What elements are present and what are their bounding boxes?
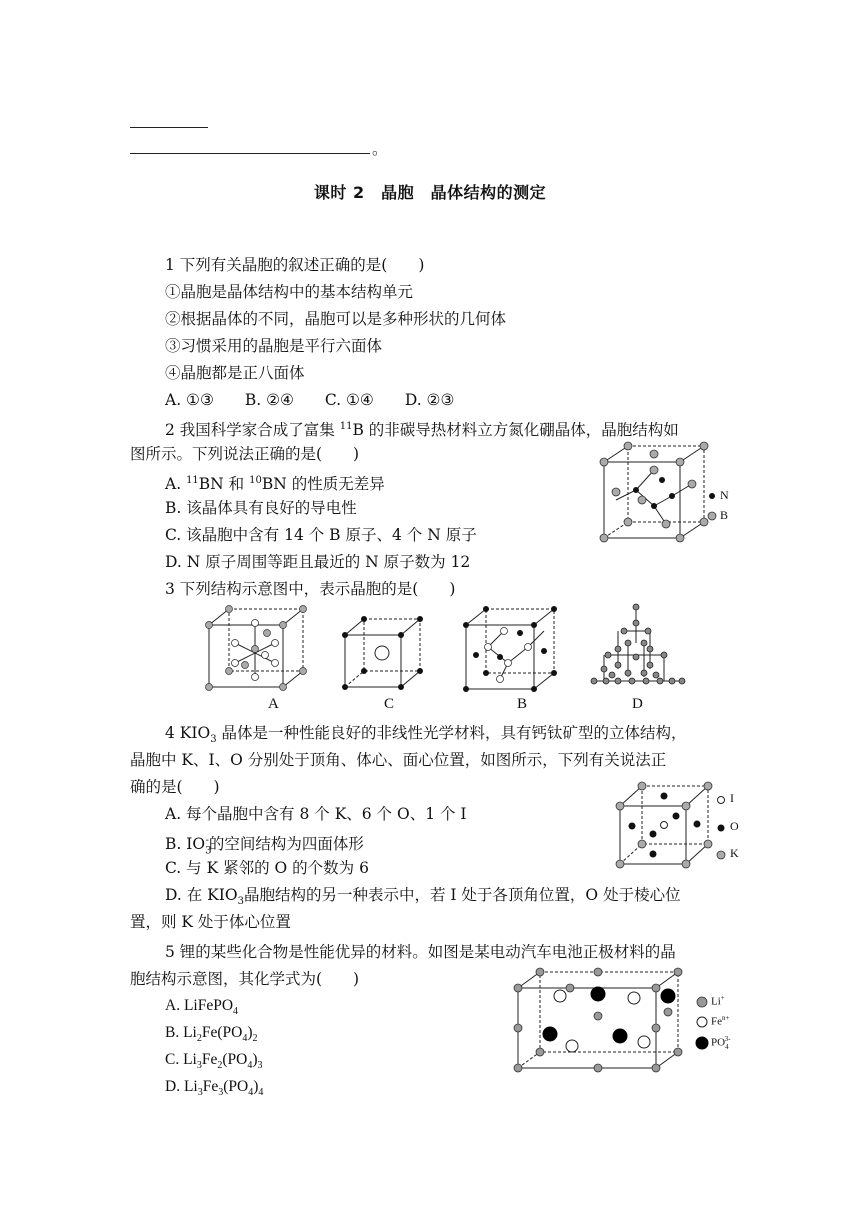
q4-legend-markers	[713, 792, 729, 862]
q1-statement-2: ②根据晶体的不同，晶胞可以是多种形状的几何体	[165, 310, 507, 328]
q2-stem: 2 我国科学家合成了富集 $^{11}$B 的非碳导热材料立方氮化硼晶体，晶胞结构如	[165, 421, 679, 440]
q4-option-a: A. 每个晶胞中含有 8 个 K、6 个 O、1 个 I	[165, 805, 467, 823]
q3-figure-d	[588, 603, 688, 693]
header-tail: 。	[372, 140, 388, 158]
q3-label-a: A	[268, 696, 279, 712]
q5-legend-po4: $PO_4^{3-}$	[711, 1035, 731, 1051]
q5-stem-2: 胞结构示意图，其化学式为( )	[130, 970, 360, 988]
q3-stem: 3 下列结构示意图中，表示晶胞的是( )	[165, 580, 456, 598]
q4-option-c: C. 与 K 紧邻的 O 的个数为 6	[165, 859, 369, 877]
q5-legend-markers	[694, 994, 710, 1054]
q3-figure-c	[340, 613, 430, 693]
answer-blank-line-1	[130, 127, 208, 128]
q5-cathode-cell-figure	[510, 966, 690, 1078]
q1-statement-4: ④晶胞都是正八面体	[165, 364, 305, 382]
q2-option-c: C. 该晶胞中含有 14 个 B 原子、4 个 N 原子	[165, 526, 477, 544]
q4-stem-3: 确的是( )	[130, 778, 220, 796]
q2-stem-2: 图所示。下列说法正确的是( )	[130, 445, 360, 463]
q3-label-d: D	[632, 696, 643, 712]
q5-option-a: A. LiFePO$_4$	[165, 997, 239, 1018]
q4-option-d: D. 在 $KIO_3$晶胞结构的另一种表示中，若 I 处于各顶角位置，O 处于棱心位	[165, 886, 681, 908]
q1-statement-1: ①晶胞是晶体结构中的基本结构单元	[165, 283, 414, 301]
q3-figure-b	[460, 603, 560, 695]
q1-stem: 1 下列有关晶胞的叙述正确的是( )	[165, 256, 425, 274]
q4-kio3-cell-figure	[612, 780, 722, 870]
q4-option-b: B. $IO_3^-$的空间结构为四面体形	[165, 835, 364, 857]
q5-legend-fe: $Fe^{n+}$	[711, 1014, 730, 1028]
q5-option-b: B. $Li_2Fe(PO_4)_2$	[165, 1024, 258, 1045]
q5-option-d: D. $Li_3Fe_3(PO_4)_4$	[165, 1078, 264, 1099]
q2-legend-n: N	[720, 488, 729, 502]
q3-label-b: B	[517, 696, 528, 712]
q4-legend-i: I	[730, 791, 734, 805]
q4-legend-o: O	[730, 819, 739, 833]
q3-label-c: C	[384, 696, 395, 712]
q4-option-d-2: 置，则 K 处于体心位置	[130, 913, 291, 931]
page-title: 课时 2 晶胞 晶体结构的测定	[313, 183, 547, 202]
q5-legend-li: Li+	[711, 994, 725, 1008]
answer-blank-line-2	[130, 153, 370, 154]
q4-legend-k: K	[730, 846, 739, 860]
q2-bn-cell-figure	[596, 440, 736, 550]
q1-statement-3: ③习惯采用的晶胞是平行六面体	[165, 337, 383, 355]
q5-stem: 5 锂的某些化合物是性能优异的材料。如图是某电动汽车电池正极材料的晶	[165, 943, 676, 961]
q2-legend-b: B	[720, 508, 729, 522]
q3-figure-a	[205, 603, 315, 693]
q4-stem-2: 晶胞中 K、I、O 分别处于顶角、体心、面心位置，如图所示，下列有关说法正	[130, 751, 667, 769]
q5-option-c: C. $Li_3Fe_2(PO_4)_3$	[165, 1051, 263, 1072]
q1-options: A. ①③ B. ②④ C. ①④ D. ②③	[165, 391, 455, 409]
q4-stem: 4 $KIO_3$ 晶体是一种性能良好的非线性光学材料，具有钙钛矿型的立体结构，	[165, 724, 687, 746]
q2-option-d: D. N 原子周围等距且最近的 N 原子数为 12	[165, 553, 471, 571]
q2-option-b: B. 该晶体具有良好的导电性	[165, 499, 357, 517]
q2-option-a: A. $^{11}$BN 和 $^{10}$BN 的性质无差异	[165, 475, 385, 494]
